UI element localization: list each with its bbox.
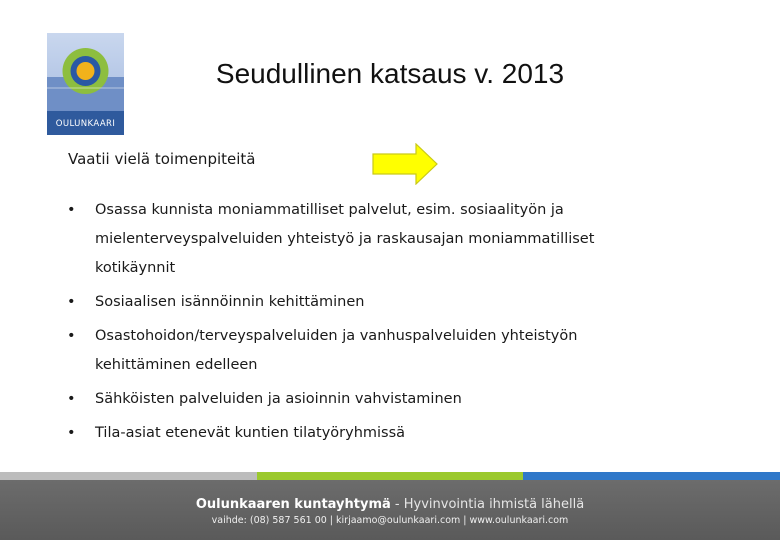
bullet-item bbox=[62, 385, 702, 414]
footer-title bbox=[0, 497, 780, 512]
footer-stripe bbox=[0, 472, 780, 480]
bullet-line: kotikäynnit bbox=[95, 260, 176, 276]
bullet-line: Osassa kunnista moniammatilliset palvelut, esim. sosiaalityön ja bbox=[95, 202, 564, 218]
stripe-gray bbox=[0, 472, 257, 480]
bullet-line: mielenterveyspalveluiden yhteistyö ja raskausajan moniammatilliset bbox=[95, 231, 595, 247]
stripe-blue bbox=[523, 472, 780, 480]
bullet-line: Tila-asiat etenevät kuntien tilatyöryhmissä bbox=[95, 425, 406, 441]
bullet-line: Sähköisten palveluiden ja asioinnin vahvistaminen bbox=[95, 391, 462, 407]
bullet-dot: • bbox=[67, 294, 76, 310]
bullet-line: Osastohoidon/terveyspalveluiden ja vanhuspalveluiden yhteistyön bbox=[95, 328, 578, 344]
logo-text: OULUNKAARI bbox=[55, 119, 116, 129]
bullet-dot: • bbox=[67, 202, 76, 218]
bullet-item bbox=[62, 322, 702, 380]
footer-org: Oulunkaaren kuntayhtymä bbox=[195, 497, 391, 512]
subtitle: Vaatii vielä toimenpiteitä bbox=[68, 150, 256, 168]
stripe-green bbox=[257, 472, 523, 480]
bullet-dot: • bbox=[67, 328, 76, 344]
footer-slogan: Hyvinvointia ihmistä lähellä bbox=[403, 497, 585, 512]
footer-contact: vaihde: (08) 587 561 00 | kirjaamo@oulunkaari.com | www.oulunkaari.com bbox=[211, 515, 569, 526]
bullet-list bbox=[62, 196, 702, 453]
bullet-dot: • bbox=[67, 391, 76, 407]
bullet-line: Sosiaalisen isännöinnin kehittäminen bbox=[95, 294, 365, 310]
bullet-item bbox=[62, 419, 702, 448]
slide-title: Seudullinen katsaus v. 2013 bbox=[215, 58, 565, 89]
bullet-item bbox=[62, 196, 702, 283]
bullet-dot: • bbox=[67, 425, 76, 441]
bullet-line: kehittäminen edelleen bbox=[95, 357, 258, 373]
bullet-item bbox=[62, 288, 702, 317]
footer-separator: - bbox=[390, 497, 404, 512]
right-arrow-icon bbox=[372, 143, 438, 185]
footer bbox=[0, 480, 780, 540]
oulunkaari-logo bbox=[47, 33, 124, 135]
